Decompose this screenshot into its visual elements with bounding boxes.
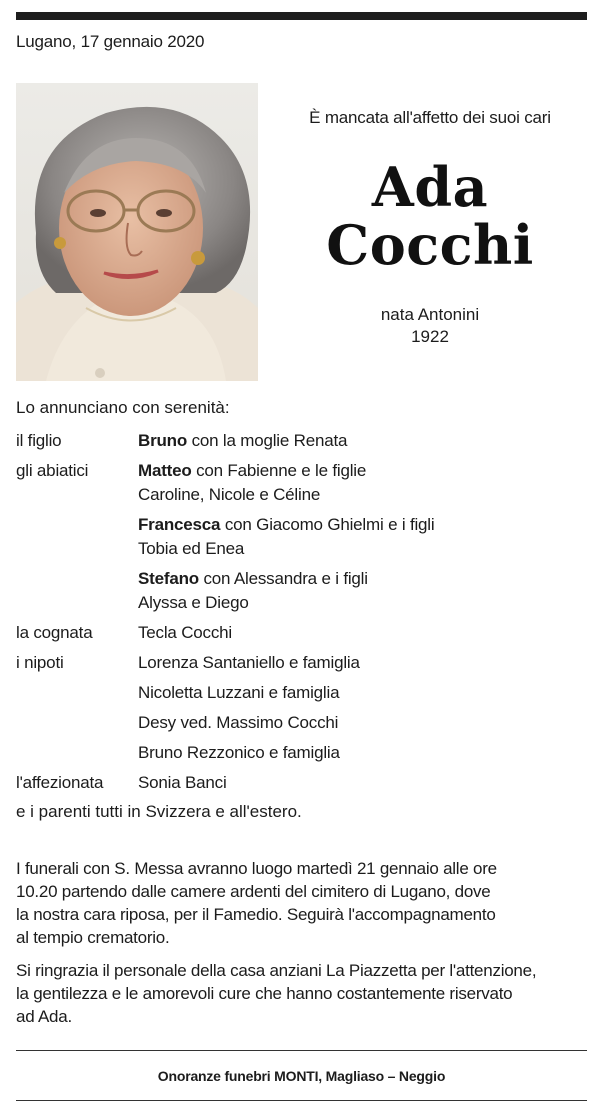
paragraph-line: la gentilezza e le amorevoli cure che hanno costantemente riservato [16,984,513,1003]
relation-label: il figlio [16,431,62,450]
relative-rest: con Fabienne e le figlie [191,461,367,480]
header-block [270,108,590,348]
paragraph-line: I funerali con S. Messa avranno luogo martedì 21 gennaio alle ore [16,859,497,878]
funeral-paragraph [16,857,591,949]
relative-line [138,621,232,645]
paragraph-line: la nostra cara riposa, per il Famedio. Seguirà l'accompagnamento [16,905,496,924]
subtitle: È mancata all'affetto dei suoi cari [309,108,551,127]
relation-label: gli abiatici [16,461,89,480]
relative-line-2: Caroline, Nicole e Céline [138,485,321,504]
relative-names [138,651,360,675]
relative-bold-name: Bruno [138,431,188,450]
relative-bold-name: Stefano [138,569,199,588]
relative-line-2: Alyssa e Diego [138,593,249,612]
paragraph-line: Si ringrazia il personale della casa anziani La Piazzetta per l'attenzione, [16,961,537,980]
first-name: Ada [371,155,489,219]
paragraph-line: ad Ada. [16,1007,72,1026]
paragraph-line: 10.20 partendo dalle camere ardenti del cimitero di Lugano, dove [16,882,491,901]
relative-rest: Sonia Banci [138,773,227,792]
relation-label: l'affezionata [16,773,104,792]
relation-label: i nipoti [16,653,64,672]
funeral-home: Onoranze funebri MONTI, Magliaso – Neggio [157,1068,446,1084]
last-name: Cocchi [326,213,534,277]
relative-line [138,651,360,675]
relative-rest: Nicoletta Luzzani e famiglia [138,683,340,702]
relation-label: la cognata [16,623,93,642]
relative-names [138,567,368,615]
relative-names [138,513,434,561]
relative-rest: con la moglie Renata [187,431,348,450]
relative-names [138,771,227,795]
relative-line [138,429,347,453]
relative-bold-name: Francesca [138,515,221,534]
relative-line [138,459,366,483]
relative-names [138,429,347,453]
born-name: nata Antonini [380,305,480,324]
relative-rest: con Alessandra e i figli [198,569,368,588]
relative-bold-name: Matteo [138,461,192,480]
relative-line-2: Tobia ed Enea [138,539,245,558]
relative-rest: Lorenza Santaniello e famiglia [138,653,360,672]
relative-line [138,567,368,591]
thanks-paragraph [16,959,591,1028]
paragraph-line: al tempio crematorio. [16,928,170,947]
relative-rest: Bruno Rezzonico e famiglia [138,743,340,762]
portrait-photo [16,83,258,381]
relative-line [138,741,340,765]
announcement: Lo annunciano con serenità: [16,398,230,417]
footer-rule-bottom [16,1100,587,1101]
footer-rule-top [16,1050,587,1051]
birth-year: 1922 [411,327,449,346]
relative-names [138,711,338,735]
top-rule [16,12,587,20]
relative-rest: con Giacomo Ghielmi e i figli [220,515,435,534]
date-place: Lugano, 17 gennaio 2020 [16,32,205,51]
relative-line [138,711,338,735]
relative-line [138,513,434,537]
relative-rest: Desy ved. Massimo Cocchi [138,713,339,732]
relative-line [138,681,339,705]
relative-names [138,741,340,765]
relative-names [138,459,366,507]
relative-names [138,621,232,645]
closing-line: e i parenti tutti in Svizzera e all'estero. [16,802,302,821]
relative-names [138,681,339,705]
relative-line [138,771,227,795]
relative-rest: Tecla Cocchi [138,623,232,642]
